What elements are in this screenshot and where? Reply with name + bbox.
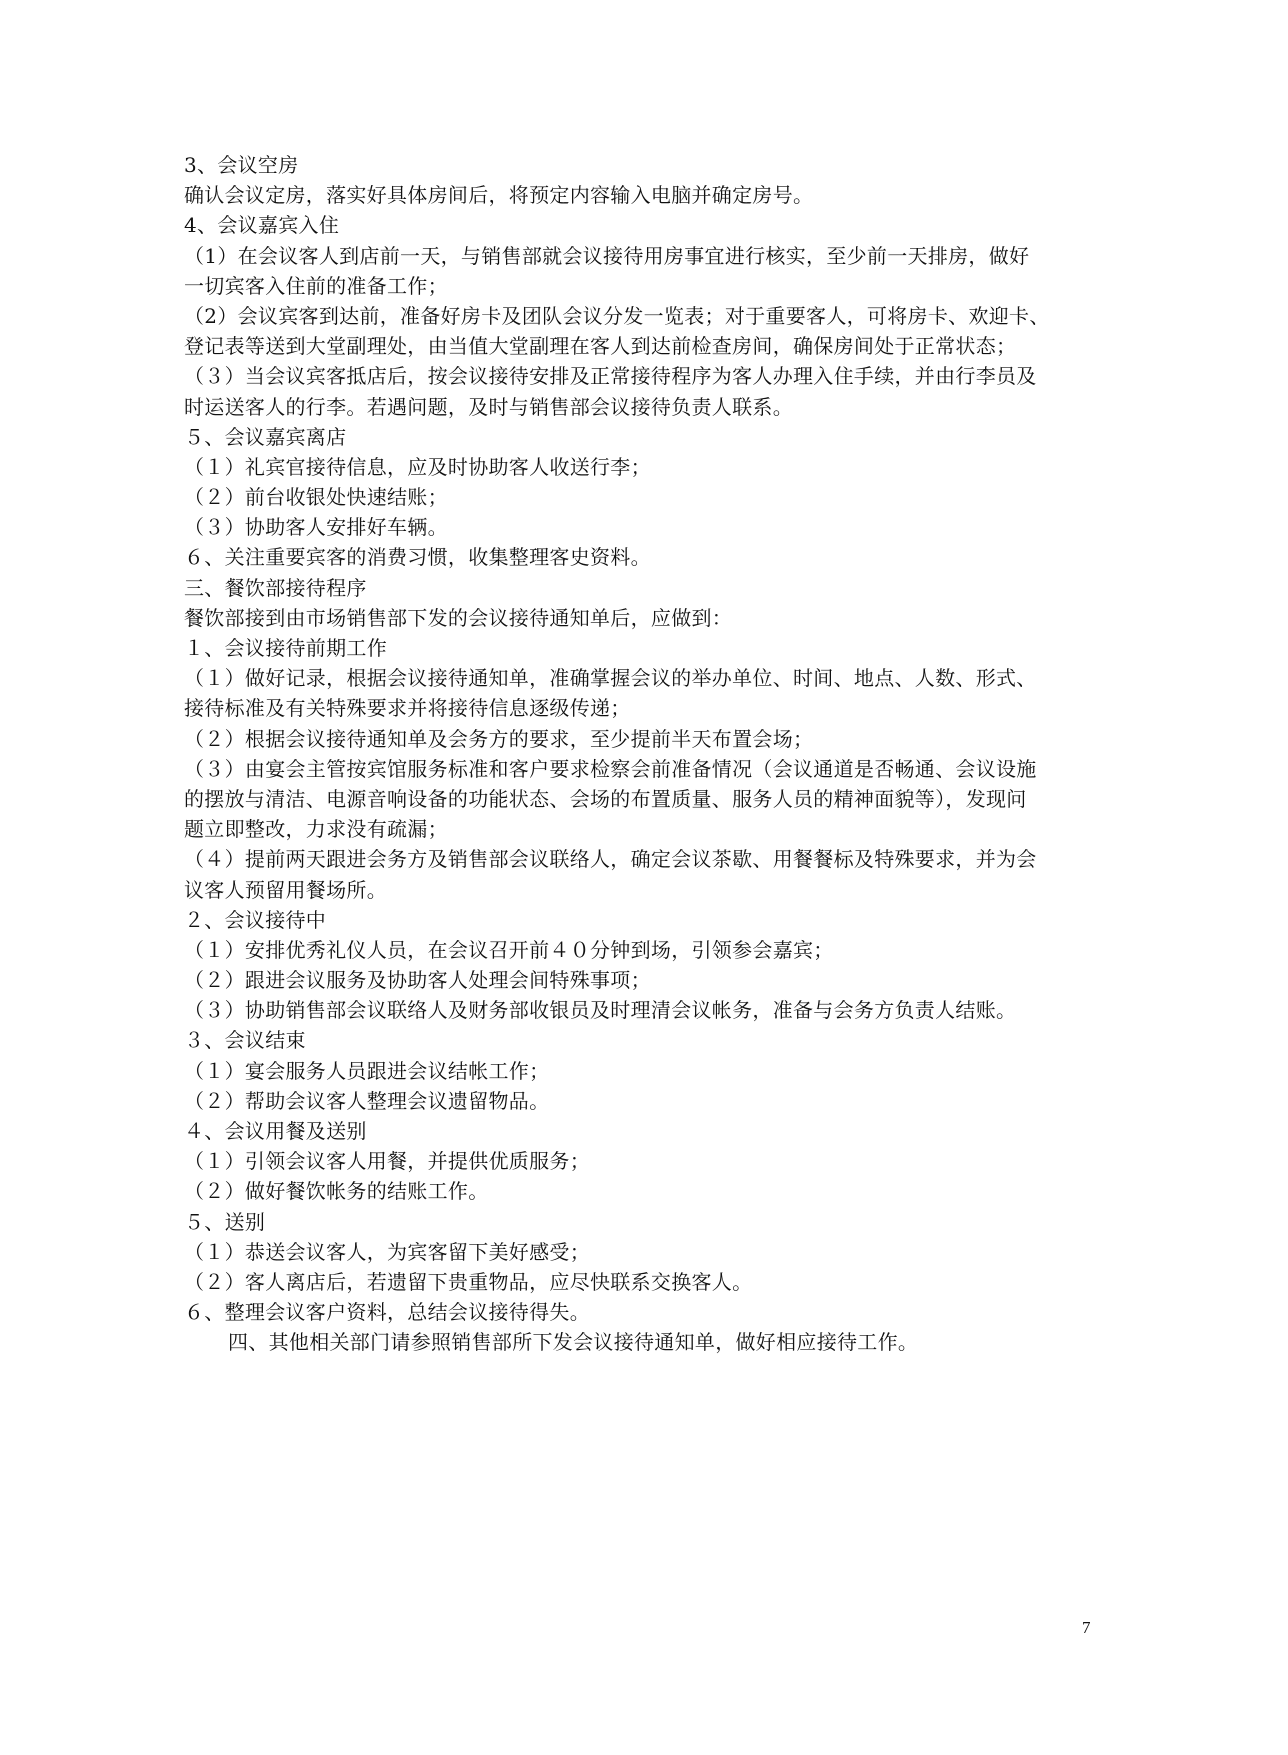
text-line: ６、关注重要宾客的消费习惯，收集整理客史资料。 [184, 545, 651, 570]
text-line: （１）宴会服务人员跟进会议结帐工作； [184, 1058, 550, 1083]
text-line: （１）恭送会议客人，为宾客留下美好感受； [184, 1239, 590, 1264]
text-line: ６、整理会议客户资料，总结会议接待得失。 [184, 1300, 590, 1325]
text-line: 餐饮部接到由市场销售部下发的会议接待通知单后，应做到： [184, 605, 733, 630]
text-line: ３、会议结束 [184, 1028, 306, 1053]
text-line: （１）礼宾官接待信息，应及时协助客人收送行李； [184, 454, 651, 479]
page-number: 7 [1082, 1618, 1091, 1637]
text-line: 四、其他相关部门请参照销售部所下发会议接待通知单，做好相应接待工作。 [228, 1330, 919, 1355]
text-line: １、会议接待前期工作 [184, 636, 387, 660]
text-line: （２）做好餐饮帐务的结账工作。 [184, 1179, 489, 1204]
text-line: ２、会议接待中 [184, 907, 327, 932]
text-line: （４）提前两天跟进会务方及销售部会议联络人，确定会议茶歇、用餐餐标及特殊要求，并为会 [184, 847, 1037, 872]
text-line: （２）根据会议接待通知单及会务方的要求，至少提前半天布置会场； [184, 726, 814, 751]
text-line: ４、会议用餐及送别 [184, 1119, 367, 1143]
text-line: （１）安排优秀礼仪人员，在会议召开前４０分钟到场，引领参会嘉宾； [184, 937, 834, 962]
text-line: （３）协助客人安排好车辆。 [184, 515, 448, 540]
text-line: （３）当会议宾客抵店后，按会议接待安排及正常接待程序为客人办理入住手续，并由行李员及 [184, 364, 1037, 389]
text-line: （２）跟进会议服务及协助客人处理会间特殊事项； [184, 968, 651, 993]
text-line: 的摆放与清洁、电源音响设备的功能状态、会场的布置质量、服务人员的精神面貌等），发现问 [184, 786, 1027, 811]
text-line: 确认会议定房，落实好具体房间后，将预定内容输入电脑并确定房号。 [184, 183, 814, 208]
text-line: 议客人预留用餐场所。 [184, 877, 387, 902]
text-line: （１）做好记录，根据会议接待通知单，准确掌握会议的举办单位、时间、地点、人数、形式、 [184, 666, 1037, 691]
text-line: （２）客人离店后，若遗留下贵重物品，应尽快联系交换客人。 [184, 1269, 753, 1294]
text-line: 三、餐饮部接待程序 [184, 575, 367, 600]
text-line: （２）帮助会议客人整理会议遗留物品。 [184, 1088, 550, 1113]
text-line: （１）引领会议客人用餐，并提供优质服务； [184, 1149, 590, 1174]
text-line: 接待标准及有关特殊要求并将接待信息逐级传递； [184, 696, 631, 721]
text-line: （1）在会议客人到店前一天，与销售部就会议接待用房事宜进行核实，至少前一天排房，做好 [184, 243, 1030, 268]
text-line: （３）协助销售部会议联络人及财务部收银员及时理清会议帐务，准备与会务方负责人结账。 [184, 998, 1017, 1023]
text-line: （３）由宴会主管按宾馆服务标准和客户要求检察会前准备情况（会议通道是否畅通、会议设施 [184, 756, 1037, 781]
text-line: ５、会议嘉宾离店 [184, 424, 347, 449]
text-line: 登记表等送到大堂副理处，由当值大堂副理在客人到达前检查房间，确保房间处于正常状态； [184, 334, 1017, 359]
text-line: 一切宾客入住前的准备工作； [184, 273, 448, 298]
text-line: 题立即整改，力求没有疏漏； [184, 817, 448, 842]
document-body [184, 150, 1104, 1358]
text-line: （2）会议宾客到达前，准备好房卡及团队会议分发一览表；对于重要客人，可将房卡、欢迎卡、 [184, 303, 1050, 328]
text-line: 4、会议嘉宾入住 [184, 213, 340, 238]
text-line: （２）前台收银处快速结账； [184, 485, 448, 510]
text-line: 3、会议空房 [184, 153, 299, 177]
text-line: ５、送别 [184, 1209, 266, 1234]
text-line: 时运送客人的行李。若遇问题，及时与销售部会议接待负责人联系。 [184, 394, 793, 419]
